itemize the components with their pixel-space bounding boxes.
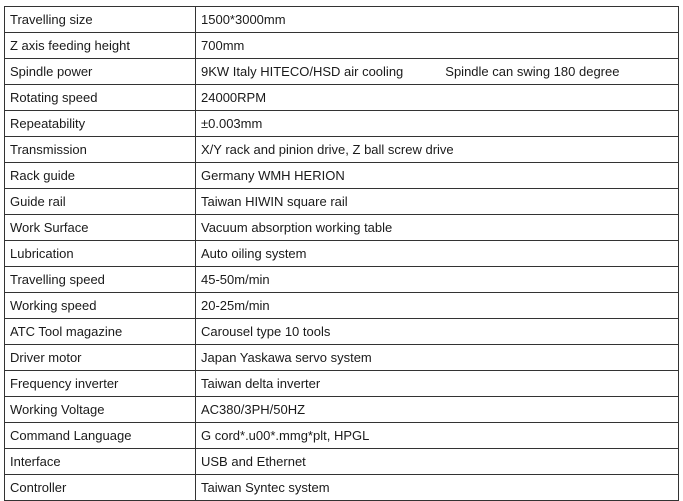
spec-label: Interface [5, 449, 196, 475]
table-row [5, 319, 679, 345]
spec-extra-note: Spindle can swing 180 degree [445, 63, 620, 79]
spec-value: Taiwan HIWIN square rail [196, 189, 679, 215]
table-row [5, 267, 679, 293]
table-row [5, 293, 679, 319]
spec-label: Working Voltage [5, 397, 196, 423]
spec-value: 1500*3000mm [196, 7, 679, 33]
spec-value: Taiwan Syntec system [196, 475, 679, 501]
spec-label: Rack guide [5, 163, 196, 189]
table-row [5, 189, 679, 215]
spec-label: ATC Tool magazine [5, 319, 196, 345]
spec-label: Spindle power [5, 59, 196, 85]
spec-label: Work Surface [5, 215, 196, 241]
spec-value: 20-25m/min [196, 293, 679, 319]
spec-label: Travelling speed [5, 267, 196, 293]
spec-label: Guide rail [5, 189, 196, 215]
spec-label: Transmission [5, 137, 196, 163]
spec-value: Japan Yaskawa servo system [196, 345, 679, 371]
spec-value-cell [196, 59, 679, 85]
spec-value: Carousel type 10 tools [196, 319, 679, 345]
spec-label: Controller [5, 475, 196, 501]
spec-value: Vacuum absorption working table [196, 215, 679, 241]
spec-value: 700mm [196, 33, 679, 59]
spec-label: Driver motor [5, 345, 196, 371]
spec-label: Z axis feeding height [5, 33, 196, 59]
table-row [5, 423, 679, 449]
spec-value: Auto oiling system [196, 241, 679, 267]
spec-value: USB and Ethernet [196, 449, 679, 475]
spec-label: Working speed [5, 293, 196, 319]
table-row [5, 33, 679, 59]
table-row [5, 163, 679, 189]
spec-value: ±0.003mm [196, 111, 679, 137]
spec-label: Frequency inverter [5, 371, 196, 397]
table-row [5, 371, 679, 397]
spec-label: Rotating speed [5, 85, 196, 111]
table-row [5, 475, 679, 501]
table-row [5, 85, 679, 111]
spec-value: AC380/3PH/50HZ [196, 397, 679, 423]
spec-label: Travelling size [5, 7, 196, 33]
table-row [5, 241, 679, 267]
table-row [5, 215, 679, 241]
table-row [5, 397, 679, 423]
table-row [5, 449, 679, 475]
spec-value: G cord*.u00*.mmg*plt, HPGL [196, 423, 679, 449]
spec-value: X/Y rack and pinion drive, Z ball screw drive [196, 137, 679, 163]
spec-label: Command Language [5, 423, 196, 449]
spec-label: Repeatability [5, 111, 196, 137]
spec-value: 45-50m/min [196, 267, 679, 293]
spec-table [4, 6, 679, 501]
table-row [5, 345, 679, 371]
spec-value: Taiwan delta inverter [196, 371, 679, 397]
table-row [5, 111, 679, 137]
spec-value: Germany WMH HERION [196, 163, 679, 189]
table-row [5, 137, 679, 163]
spec-value: 24000RPM [196, 85, 679, 111]
spec-label: Lubrication [5, 241, 196, 267]
spec-value: 9KW Italy HITECO/HSD air cooling [201, 63, 404, 79]
table-row [5, 7, 679, 33]
table-row [5, 59, 679, 85]
